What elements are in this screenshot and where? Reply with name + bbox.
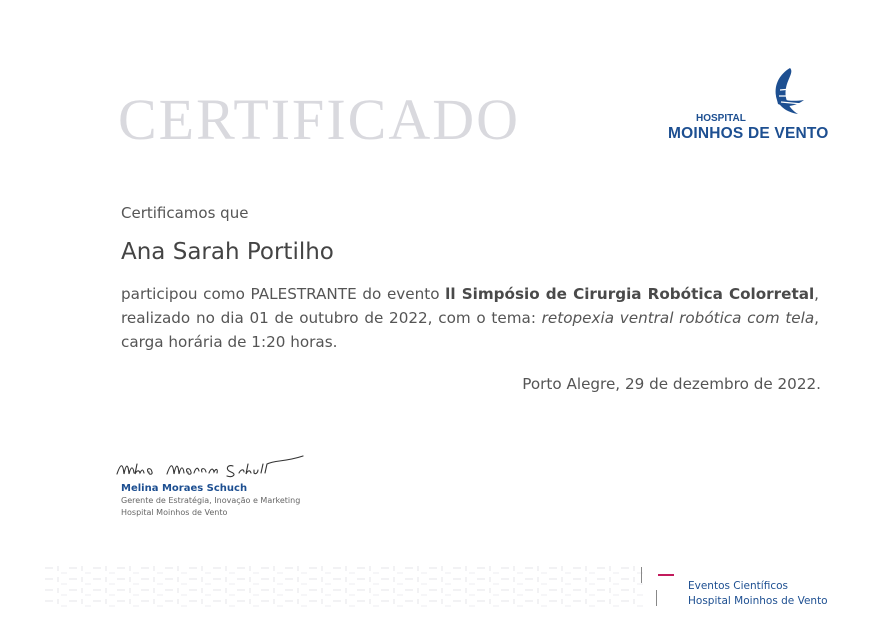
sail-wave-logo-icon	[760, 66, 806, 118]
footer-hospital-label: Hospital Moinhos de Vento	[688, 595, 828, 607]
talk-theme: retopexia ventral robótica com tela	[541, 309, 815, 327]
signatory-name: Melina Moraes Schuch	[121, 483, 248, 494]
place-date: Porto Alegre, 29 de dezembro de 2022.	[522, 375, 821, 393]
footer-divider-bottom	[656, 590, 657, 606]
logo-text-name: MOINHOS DE VENTO	[668, 125, 829, 142]
signatory-role: Gerente de Estratégia, Inovação e Marketing	[121, 496, 301, 505]
hospital-logo	[668, 66, 838, 148]
certificate-body	[121, 282, 819, 354]
body-text-part3: , carga horária de 1:20 horas.	[121, 309, 819, 351]
event-name: ll Simpósio de Cirurgia Robótica Colorretal	[445, 285, 815, 303]
footer-events-label: Eventos Científicos	[688, 580, 788, 592]
logo-text-hospital: HOSPITAL	[696, 113, 746, 124]
intro-text: Certificamos que	[121, 204, 249, 222]
certificate-title: CERTIFICADO	[118, 87, 520, 152]
footer-accent-line	[658, 574, 674, 576]
footer-divider-top	[641, 567, 642, 583]
recipient-name: Ana Sarah Portilho	[121, 239, 334, 265]
decorative-dash-pattern	[44, 565, 644, 609]
signatory-org: Hospital Moinhos de Vento	[121, 508, 228, 517]
body-text-part2: , realizado no dia 01 de outubro de 2022, com o tema:	[121, 285, 819, 327]
handwritten-signature	[115, 452, 315, 482]
body-text-part1: participou como PALESTRANTE do evento	[121, 285, 446, 303]
